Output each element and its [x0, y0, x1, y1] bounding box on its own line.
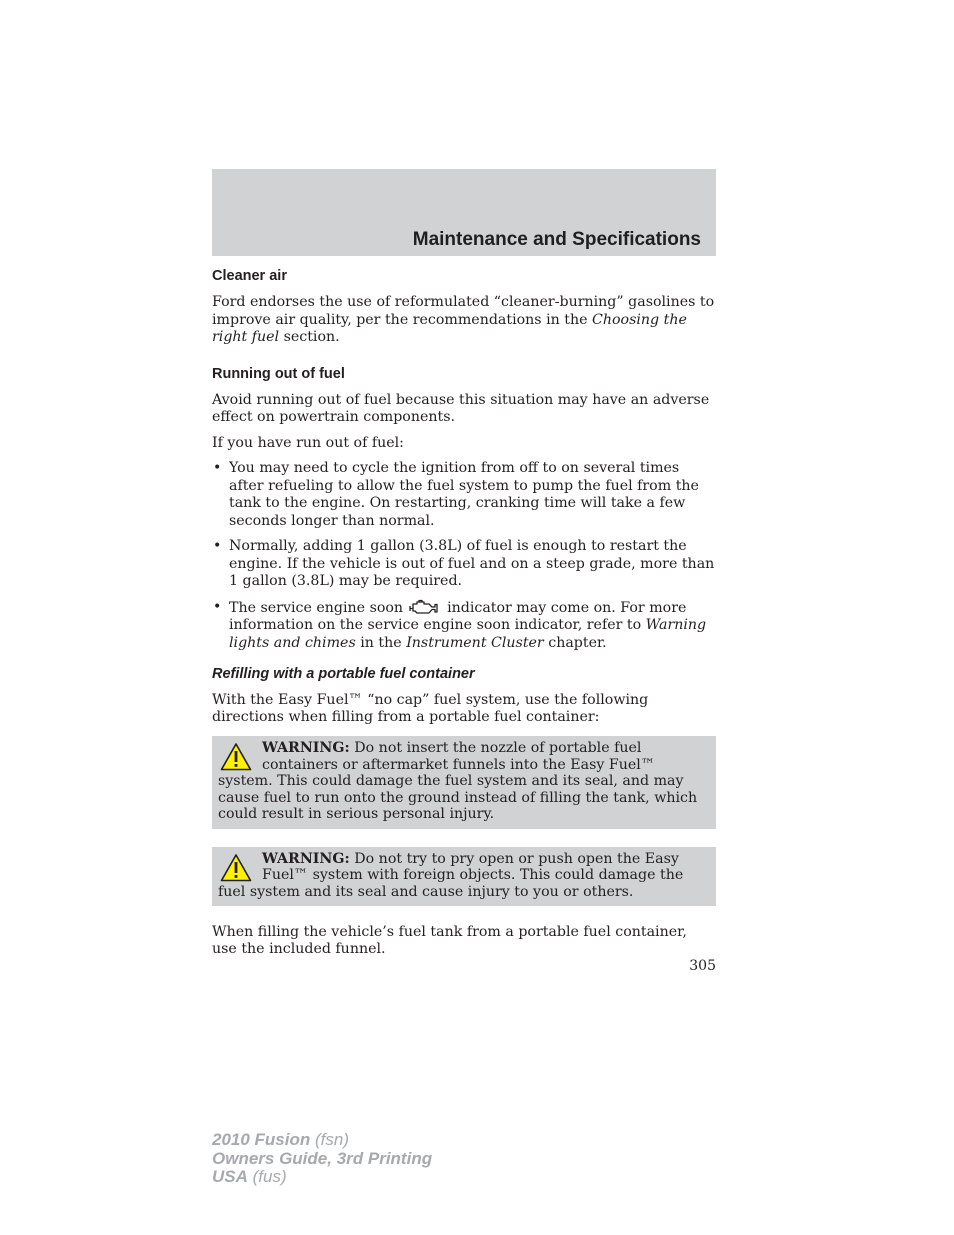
text: section. — [279, 329, 340, 345]
list-item-text: chapter. — [543, 634, 607, 651]
warning-triangle-icon — [220, 853, 252, 883]
list-item-text: in the — [355, 634, 407, 651]
list-item-text: indicator may come on. For more information on the service engine soon indicator, refer to — [229, 599, 687, 633]
bullet: • — [213, 460, 222, 476]
paragraph-running-out-1: Avoid running out of fuel because this situation may have an adverse effect on powertrain components. — [212, 391, 710, 425]
page-content — [212, 266, 716, 965]
warning-box-1 — [212, 736, 716, 829]
warning-text: Do not try to pry open or push open the Easy Fuel™ system with foreign objects. This could damage the fuel system and its seal and cause injury to you or others. — [218, 850, 684, 900]
warning-box-2 — [212, 847, 716, 907]
page-number: 305 — [689, 958, 716, 974]
footer-print-info — [212, 1131, 432, 1187]
section-title: Maintenance and Specifications — [412, 229, 701, 250]
section-cleaner-air — [212, 266, 716, 347]
footer-line-1 — [212, 1131, 432, 1150]
warning-label: WARNING: — [262, 850, 350, 867]
heading-running-out: Running out of fuel — [212, 365, 345, 382]
bullet: • — [213, 598, 222, 615]
list-item-text: The service engine soon — [229, 599, 404, 616]
list-item-text: You may need to cycle the ignition from off to on several times after refueling to allow the fuel system to pump the fuel from the tank to the engine. On restarting, cranking time will take a few seconds longer than normal. — [229, 460, 699, 529]
bullet-list — [212, 460, 716, 652]
footer-guide: Owners Guide, 3rd Printing — [212, 1148, 433, 1168]
paragraph-running-out-2: If you have run out of fuel: — [212, 434, 404, 451]
warning-triangle-icon — [220, 742, 252, 772]
paragraph-cleaner-air — [212, 294, 716, 347]
list-item-text: Normally, adding 1 gallon (3.8L) of fuel is enough to restart the engine. If the vehicle is out of fuel and on a steep grade, more than 1 gallon (3.8L) may be required. — [229, 538, 715, 589]
bullet: • — [213, 538, 222, 554]
reference-choosing-fuel: Choosing the right fuel — [212, 311, 687, 345]
footer-line-2 — [212, 1150, 432, 1169]
reference-warning-lights: Warning lights and chimes — [229, 617, 707, 651]
heading-refilling: Refilling with a portable fuel container — [212, 666, 475, 682]
section-refilling — [212, 664, 716, 957]
warning-label: WARNING: — [262, 740, 350, 756]
heading-cleaner-air: Cleaner air — [212, 268, 287, 284]
warning-text: Do not insert the nozzle of portable fuel containers or aftermarket funnels into the Easy Fuel™ system. This could damage the fuel system and its seal, and may cause fuel to run onto the ground instead of filling the tank, which could result in serious personal injury. — [218, 740, 698, 822]
paragraph-refilling-2: When filling the vehicle’s fuel tank from a portable fuel container, use the included funnel. — [212, 924, 687, 957]
reference-instrument-cluster: Instrument Cluster — [406, 634, 544, 651]
footer-line-3 — [212, 1168, 432, 1187]
footer-model-code: (fsn) — [310, 1130, 349, 1149]
check-engine-icon — [407, 599, 443, 615]
section-header-band — [212, 169, 716, 256]
list-item — [212, 538, 716, 591]
section-running-out — [212, 364, 716, 653]
footer-market: USA — [212, 1167, 248, 1186]
list-item — [212, 599, 716, 653]
text: Ford endorses the use of reformulated “cleaner-burning” gasolines to improve air quality, per the recommendations in the — [212, 294, 715, 328]
paragraph-refilling-1: With the Easy Fuel™ “no cap” fuel system, use the following directions when filling from a portable fuel container: — [212, 692, 649, 725]
footer-market-code: (fus) — [247, 1167, 287, 1186]
list-item — [212, 460, 716, 530]
footer-model: 2010 Fusion — [212, 1130, 311, 1149]
